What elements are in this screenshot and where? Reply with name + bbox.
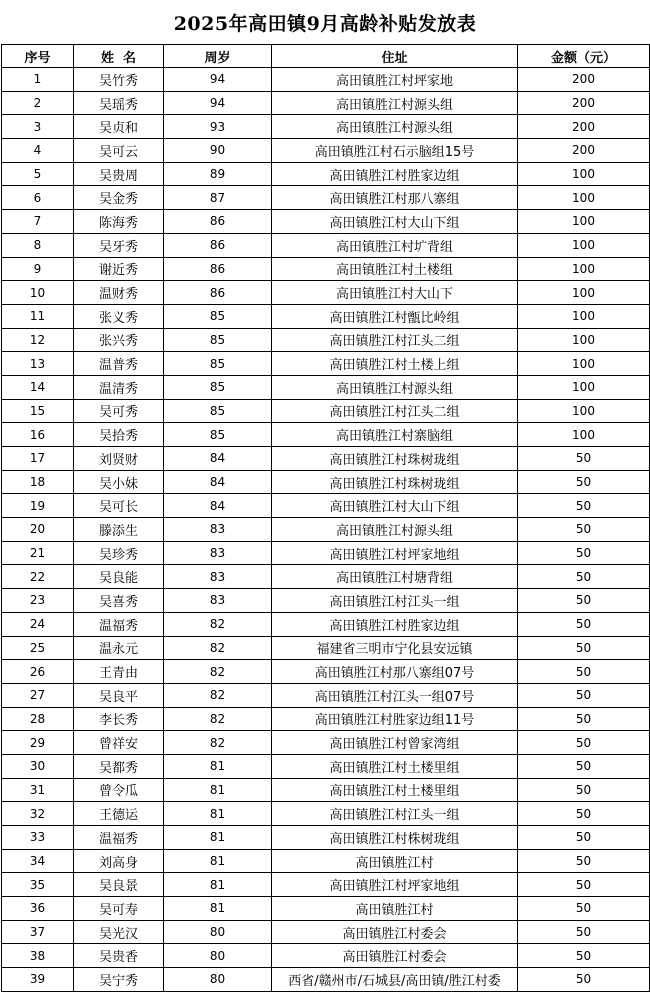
- cell-amount: 50: [518, 968, 650, 992]
- cell-age: 82: [164, 731, 272, 755]
- table-row: [2, 423, 650, 447]
- cell-amount: 50: [518, 707, 650, 731]
- cell-name: 吴贵香: [74, 944, 164, 968]
- cell-address: 高田镇胜江村珠树珑组: [272, 470, 518, 494]
- cell-name: 吴光汉: [74, 920, 164, 944]
- cell-age: 81: [164, 826, 272, 850]
- table-row: [2, 826, 650, 850]
- cell-address: 高田镇胜江村塘背组: [272, 565, 518, 589]
- cell-amount: 50: [518, 589, 650, 613]
- cell-address: 高田镇胜江村: [272, 849, 518, 873]
- table-row: [2, 399, 650, 423]
- cell-age: 85: [164, 304, 272, 328]
- cell-age: 83: [164, 518, 272, 542]
- table-row: [2, 281, 650, 305]
- cell-index: 31: [2, 778, 74, 802]
- cell-age: 83: [164, 541, 272, 565]
- cell-name: 吴可秀: [74, 399, 164, 423]
- table-row: [2, 139, 650, 163]
- cell-name: 曾令瓜: [74, 778, 164, 802]
- cell-address: 高田镇胜江村株树珑组: [272, 826, 518, 850]
- cell-age: 85: [164, 375, 272, 399]
- cell-amount: 50: [518, 612, 650, 636]
- table-row: [2, 186, 650, 210]
- cell-index: 24: [2, 612, 74, 636]
- cell-age: 81: [164, 754, 272, 778]
- cell-age: 81: [164, 873, 272, 897]
- cell-index: 22: [2, 565, 74, 589]
- cell-index: 23: [2, 589, 74, 613]
- cell-name: 张兴秀: [74, 328, 164, 352]
- cell-index: 36: [2, 897, 74, 921]
- table-row: [2, 802, 650, 826]
- table-header-row: [2, 45, 650, 68]
- cell-address: 高田镇胜江村江头一组: [272, 589, 518, 613]
- cell-age: 81: [164, 897, 272, 921]
- header-age: 周岁: [164, 45, 272, 68]
- cell-address: 高田镇胜江村: [272, 897, 518, 921]
- cell-name: 温福秀: [74, 826, 164, 850]
- cell-age: 84: [164, 447, 272, 471]
- table-body: [2, 68, 650, 992]
- cell-amount: 100: [518, 257, 650, 281]
- cell-address: 高田镇胜江村大山下: [272, 281, 518, 305]
- cell-name: 李长秀: [74, 707, 164, 731]
- cell-name: 吴良能: [74, 565, 164, 589]
- table-row: [2, 447, 650, 471]
- cell-address: 高田镇胜江村曾家湾组: [272, 731, 518, 755]
- cell-amount: 200: [518, 68, 650, 92]
- header-amount: 金额（元）: [518, 45, 650, 68]
- table-row: [2, 683, 650, 707]
- cell-address: 高田镇胜江村大山下组: [272, 494, 518, 518]
- table-row: [2, 565, 650, 589]
- cell-index: 1: [2, 68, 74, 92]
- table-row: [2, 541, 650, 565]
- cell-name: 吴拾秀: [74, 423, 164, 447]
- table-row: [2, 91, 650, 115]
- cell-amount: 50: [518, 470, 650, 494]
- cell-age: 81: [164, 849, 272, 873]
- table-row: [2, 707, 650, 731]
- table-row: [2, 944, 650, 968]
- cell-amount: 100: [518, 352, 650, 376]
- cell-amount: 50: [518, 660, 650, 684]
- cell-amount: 100: [518, 375, 650, 399]
- cell-address: 高田镇胜江村源头组: [272, 375, 518, 399]
- cell-address: 高田镇胜江村胜家边组: [272, 162, 518, 186]
- cell-address: 高田镇胜江村圹背组: [272, 233, 518, 257]
- cell-address: 高田镇胜江村源头组: [272, 115, 518, 139]
- cell-age: 85: [164, 328, 272, 352]
- cell-address: 高田镇胜江村胜家边组11号: [272, 707, 518, 731]
- cell-amount: 100: [518, 281, 650, 305]
- cell-age: 85: [164, 352, 272, 376]
- cell-name: 王德运: [74, 802, 164, 826]
- cell-name: 吴喜秀: [74, 589, 164, 613]
- cell-address: 高田镇胜江村江头二组: [272, 328, 518, 352]
- header-name: 姓 名: [74, 45, 164, 68]
- cell-index: 34: [2, 849, 74, 873]
- cell-address: 高田镇胜江村大山下组: [272, 210, 518, 234]
- cell-amount: 50: [518, 897, 650, 921]
- cell-amount: 200: [518, 91, 650, 115]
- cell-address: 高田镇胜江村坪家地组: [272, 541, 518, 565]
- document-title: 2025年高田镇9月高龄补贴发放表: [173, 13, 477, 35]
- cell-index: 25: [2, 636, 74, 660]
- cell-amount: 50: [518, 636, 650, 660]
- cell-age: 80: [164, 968, 272, 992]
- cell-address: 高田镇胜江村土楼里组: [272, 778, 518, 802]
- cell-address: 高田镇胜江村委会: [272, 944, 518, 968]
- table-row: [2, 754, 650, 778]
- cell-age: 80: [164, 920, 272, 944]
- cell-age: 82: [164, 636, 272, 660]
- cell-index: 38: [2, 944, 74, 968]
- cell-address: 高田镇胜江村江头一组: [272, 802, 518, 826]
- cell-index: 33: [2, 826, 74, 850]
- cell-amount: 50: [518, 518, 650, 542]
- cell-name: 谢近秀: [74, 257, 164, 281]
- cell-name: 吴小妹: [74, 470, 164, 494]
- cell-amount: 50: [518, 802, 650, 826]
- cell-index: 27: [2, 683, 74, 707]
- cell-address: 高田镇胜江村坪家地组: [272, 873, 518, 897]
- cell-name: 滕添生: [74, 518, 164, 542]
- cell-age: 81: [164, 802, 272, 826]
- cell-name: 刘贤财: [74, 447, 164, 471]
- cell-amount: 50: [518, 565, 650, 589]
- table-row: [2, 328, 650, 352]
- cell-amount: 50: [518, 754, 650, 778]
- cell-age: 85: [164, 399, 272, 423]
- cell-name: 吴贵周: [74, 162, 164, 186]
- cell-amount: 50: [518, 944, 650, 968]
- cell-name: 温普秀: [74, 352, 164, 376]
- cell-amount: 50: [518, 778, 650, 802]
- cell-name: 曾祥安: [74, 731, 164, 755]
- cell-address: 福建省三明市宁化县安远镇: [272, 636, 518, 660]
- table-row: [2, 636, 650, 660]
- cell-address: 高田镇胜江村江头一组07号: [272, 683, 518, 707]
- cell-index: 26: [2, 660, 74, 684]
- cell-amount: 50: [518, 731, 650, 755]
- cell-address: 高田镇胜江村坪家地: [272, 68, 518, 92]
- cell-name: 温清秀: [74, 375, 164, 399]
- cell-name: 吴良景: [74, 873, 164, 897]
- table-row: [2, 778, 650, 802]
- cell-amount: 50: [518, 541, 650, 565]
- cell-amount: 100: [518, 304, 650, 328]
- cell-age: 94: [164, 91, 272, 115]
- table-row: [2, 304, 650, 328]
- cell-name: 吴可长: [74, 494, 164, 518]
- cell-index: 29: [2, 731, 74, 755]
- table-row: [2, 352, 650, 376]
- cell-age: 83: [164, 565, 272, 589]
- cell-age: 89: [164, 162, 272, 186]
- cell-index: 39: [2, 968, 74, 992]
- cell-name: 吴金秀: [74, 186, 164, 210]
- cell-name: 吴可寿: [74, 897, 164, 921]
- cell-address: 高田镇胜江村寨脑组: [272, 423, 518, 447]
- cell-index: 14: [2, 375, 74, 399]
- table-row: [2, 849, 650, 873]
- cell-index: 15: [2, 399, 74, 423]
- table-row: [2, 968, 650, 992]
- cell-amount: 200: [518, 115, 650, 139]
- cell-address: 高田镇胜江村石示脑组15号: [272, 139, 518, 163]
- cell-amount: 50: [518, 494, 650, 518]
- cell-index: 4: [2, 139, 74, 163]
- cell-index: 16: [2, 423, 74, 447]
- cell-index: 28: [2, 707, 74, 731]
- table-row: [2, 612, 650, 636]
- cell-amount: 50: [518, 447, 650, 471]
- cell-age: 90: [164, 139, 272, 163]
- cell-index: 5: [2, 162, 74, 186]
- table-row: [2, 897, 650, 921]
- table-row: [2, 920, 650, 944]
- cell-amount: 100: [518, 328, 650, 352]
- cell-index: 7: [2, 210, 74, 234]
- cell-index: 3: [2, 115, 74, 139]
- cell-age: 82: [164, 707, 272, 731]
- table-row: [2, 873, 650, 897]
- cell-age: 82: [164, 612, 272, 636]
- subsidy-table: [1, 44, 650, 992]
- cell-name: 陈海秀: [74, 210, 164, 234]
- cell-age: 82: [164, 683, 272, 707]
- table-row: [2, 68, 650, 92]
- cell-index: 8: [2, 233, 74, 257]
- cell-amount: 100: [518, 186, 650, 210]
- table-row: [2, 494, 650, 518]
- cell-address: 高田镇胜江村甑比岭组: [272, 304, 518, 328]
- cell-address: 高田镇胜江村江头二组: [272, 399, 518, 423]
- cell-age: 82: [164, 660, 272, 684]
- cell-index: 12: [2, 328, 74, 352]
- cell-index: 18: [2, 470, 74, 494]
- cell-address: 高田镇胜江村那八寨组07号: [272, 660, 518, 684]
- cell-amount: 200: [518, 139, 650, 163]
- cell-age: 84: [164, 470, 272, 494]
- cell-amount: 50: [518, 683, 650, 707]
- cell-name: 吴贞和: [74, 115, 164, 139]
- table-row: [2, 115, 650, 139]
- cell-address: 高田镇胜江村土楼里组: [272, 754, 518, 778]
- cell-name: 吴牙秀: [74, 233, 164, 257]
- cell-age: 94: [164, 68, 272, 92]
- table-row: [2, 660, 650, 684]
- cell-index: 20: [2, 518, 74, 542]
- cell-amount: 50: [518, 826, 650, 850]
- cell-index: 32: [2, 802, 74, 826]
- cell-age: 93: [164, 115, 272, 139]
- cell-name: 温财秀: [74, 281, 164, 305]
- cell-index: 21: [2, 541, 74, 565]
- cell-name: 刘高身: [74, 849, 164, 873]
- cell-address: 高田镇胜江村源头组: [272, 91, 518, 115]
- cell-index: 19: [2, 494, 74, 518]
- table-row: [2, 162, 650, 186]
- cell-amount: 100: [518, 210, 650, 234]
- cell-address: 高田镇胜江村胜家边组: [272, 612, 518, 636]
- cell-index: 30: [2, 754, 74, 778]
- cell-index: 11: [2, 304, 74, 328]
- cell-name: 温福秀: [74, 612, 164, 636]
- cell-name: 吴良平: [74, 683, 164, 707]
- cell-address: 高田镇胜江村珠树珑组: [272, 447, 518, 471]
- cell-address: 西省/赣州市/石城县/高田镇/胜江村委: [272, 968, 518, 992]
- cell-index: 37: [2, 920, 74, 944]
- cell-age: 81: [164, 778, 272, 802]
- cell-amount: 50: [518, 920, 650, 944]
- cell-name: 张义秀: [74, 304, 164, 328]
- cell-index: 10: [2, 281, 74, 305]
- cell-index: 17: [2, 447, 74, 471]
- cell-name: 吴都秀: [74, 754, 164, 778]
- table-row: [2, 731, 650, 755]
- cell-amount: 100: [518, 162, 650, 186]
- table-row: [2, 470, 650, 494]
- table-row: [2, 233, 650, 257]
- cell-name: 吴宁秀: [74, 968, 164, 992]
- cell-address: 高田镇胜江村那八寨组: [272, 186, 518, 210]
- cell-age: 83: [164, 589, 272, 613]
- table-row: [2, 518, 650, 542]
- cell-index: 6: [2, 186, 74, 210]
- cell-age: 80: [164, 944, 272, 968]
- cell-age: 86: [164, 233, 272, 257]
- cell-name: 吴瑶秀: [74, 91, 164, 115]
- table-row: [2, 210, 650, 234]
- cell-name: 吴竹秀: [74, 68, 164, 92]
- cell-name: 吴可云: [74, 139, 164, 163]
- cell-amount: 50: [518, 849, 650, 873]
- table-row: [2, 375, 650, 399]
- cell-index: 2: [2, 91, 74, 115]
- header-index: 序号: [2, 45, 74, 68]
- cell-age: 86: [164, 257, 272, 281]
- cell-index: 9: [2, 257, 74, 281]
- cell-address: 高田镇胜江村土楼上组: [272, 352, 518, 376]
- cell-address: 高田镇胜江村源头组: [272, 518, 518, 542]
- cell-address: 高田镇胜江村土楼组: [272, 257, 518, 281]
- table-row: [2, 257, 650, 281]
- cell-age: 87: [164, 186, 272, 210]
- cell-index: 35: [2, 873, 74, 897]
- cell-amount: 100: [518, 399, 650, 423]
- cell-age: 86: [164, 210, 272, 234]
- cell-amount: 100: [518, 233, 650, 257]
- table-row: [2, 589, 650, 613]
- cell-amount: 100: [518, 423, 650, 447]
- cell-name: 王青由: [74, 660, 164, 684]
- header-address: 住址: [272, 45, 518, 68]
- cell-index: 13: [2, 352, 74, 376]
- cell-age: 86: [164, 281, 272, 305]
- cell-address: 高田镇胜江村委会: [272, 920, 518, 944]
- cell-age: 85: [164, 423, 272, 447]
- cell-age: 84: [164, 494, 272, 518]
- cell-name: 吴珍秀: [74, 541, 164, 565]
- cell-amount: 50: [518, 873, 650, 897]
- cell-name: 温永元: [74, 636, 164, 660]
